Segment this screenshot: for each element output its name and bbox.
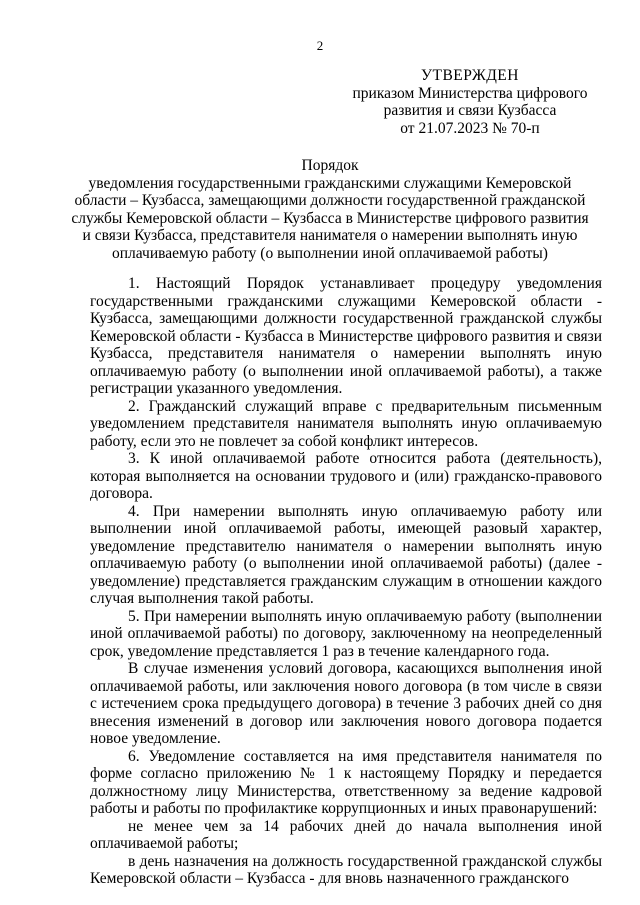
document-title-line: и связи Кузбасса, представителя нанимателя о намерении выполнять иную — [82, 227, 578, 244]
approval-line: от 21.07.2023 № 70-п — [400, 119, 540, 137]
paragraph-3: 3. К иной оплачиваемой работе относится работа (деятельность), которая выполняется на основании трудового и (или) гражданско-правового договора. — [90, 450, 602, 502]
document-title — [70, 157, 590, 262]
paragraph-6-item-2: в день назначения на должность государственной гражданской службы Кемеровской области – Кузбасса - для вновь назначенного гражданского — [90, 852, 602, 887]
page-number: 2 — [316, 38, 324, 53]
approval-title: УТВЕРЖДЕН — [421, 67, 519, 84]
paragraph-6-item-1: не менее чем за 14 рабочих дней до начала выполнения иной оплачиваемой работы; — [90, 817, 602, 852]
paragraph-4: 4. При намерении выполнять иную оплачиваемую работу или выполнении иной оплачиваемой работы, имеющей разовый характер, уведомление представителю нанимателя о намерении выполнять иную оплачиваемую работу (о выполнении иной оплачиваемой работы) (далее - уведомление) представляется гражданским служащим в отношении каждого случая выполнения такой работы. — [90, 502, 602, 607]
document-title-line: Порядок — [301, 157, 359, 174]
paragraph-2: 2. Гражданский служащий вправе с предварительным письменным уведомлением представителя нанимателя выполнять иную оплачиваемую работу, если это не повлечет за собой конфликт интересов. — [90, 397, 602, 450]
document-title-line: области – Кузбасса, замещающими должности государственной гражданской — [74, 192, 586, 209]
approval-stamp — [345, 67, 595, 137]
document-body — [90, 275, 602, 888]
paragraph-1: 1. Настоящий Порядок устанавливает процедуру уведомления государственными гражданскими служащими Кемеровской области - Кузбасса, замещающими должности государственной гражданской службы Кемеровской области - Кузбасса в Министерстве цифрового развития и связи Кузбасса, представителя нанимателя о намерении выполнять иную оплачиваемую работу (о выполнении иной оплачиваемой работы), а также регистрации указанного уведомления. — [90, 275, 602, 397]
approval-line: развития и связи Кузбасса — [383, 102, 557, 119]
document-title-line: уведомления государственными гражданскими служащими Кемеровской — [88, 174, 572, 192]
approval-line: приказом Министерства цифрового — [352, 84, 588, 102]
paragraph-5: 5. При намерении выполнять иную оплачиваемую работу (выполнении иной оплачиваемой работы) по договору, заключенному на неопределенный срок, уведомление представляется 1 раз в течение календарного года. — [90, 607, 602, 660]
document-title-line: оплачиваемую работу (о выполнении иной оплачиваемой работы) — [112, 244, 548, 262]
paragraph-6: 6. Уведомление составляется на имя представителя нанимателя по форме согласно приложению № 1 к настоящему Порядку и передается должностному лицу Министерства, ответственному за ведение кадровой работы и работы по профилактике коррупционных и иных правонарушений: — [90, 747, 602, 817]
paragraph-5-continuation: В случае изменения условий договора, касающихся выполнения иной оплачиваемой работы, или заключения нового договора (в том числе в связи с истечением срока предыдущего договора) в течение 3 рабочих дней со дня внесения изменений в договор или заключения нового договора подается новое уведомление. — [90, 660, 602, 747]
document-title-line: службы Кемеровской области – Кузбасса в Министерстве цифрового развития — [71, 209, 589, 227]
